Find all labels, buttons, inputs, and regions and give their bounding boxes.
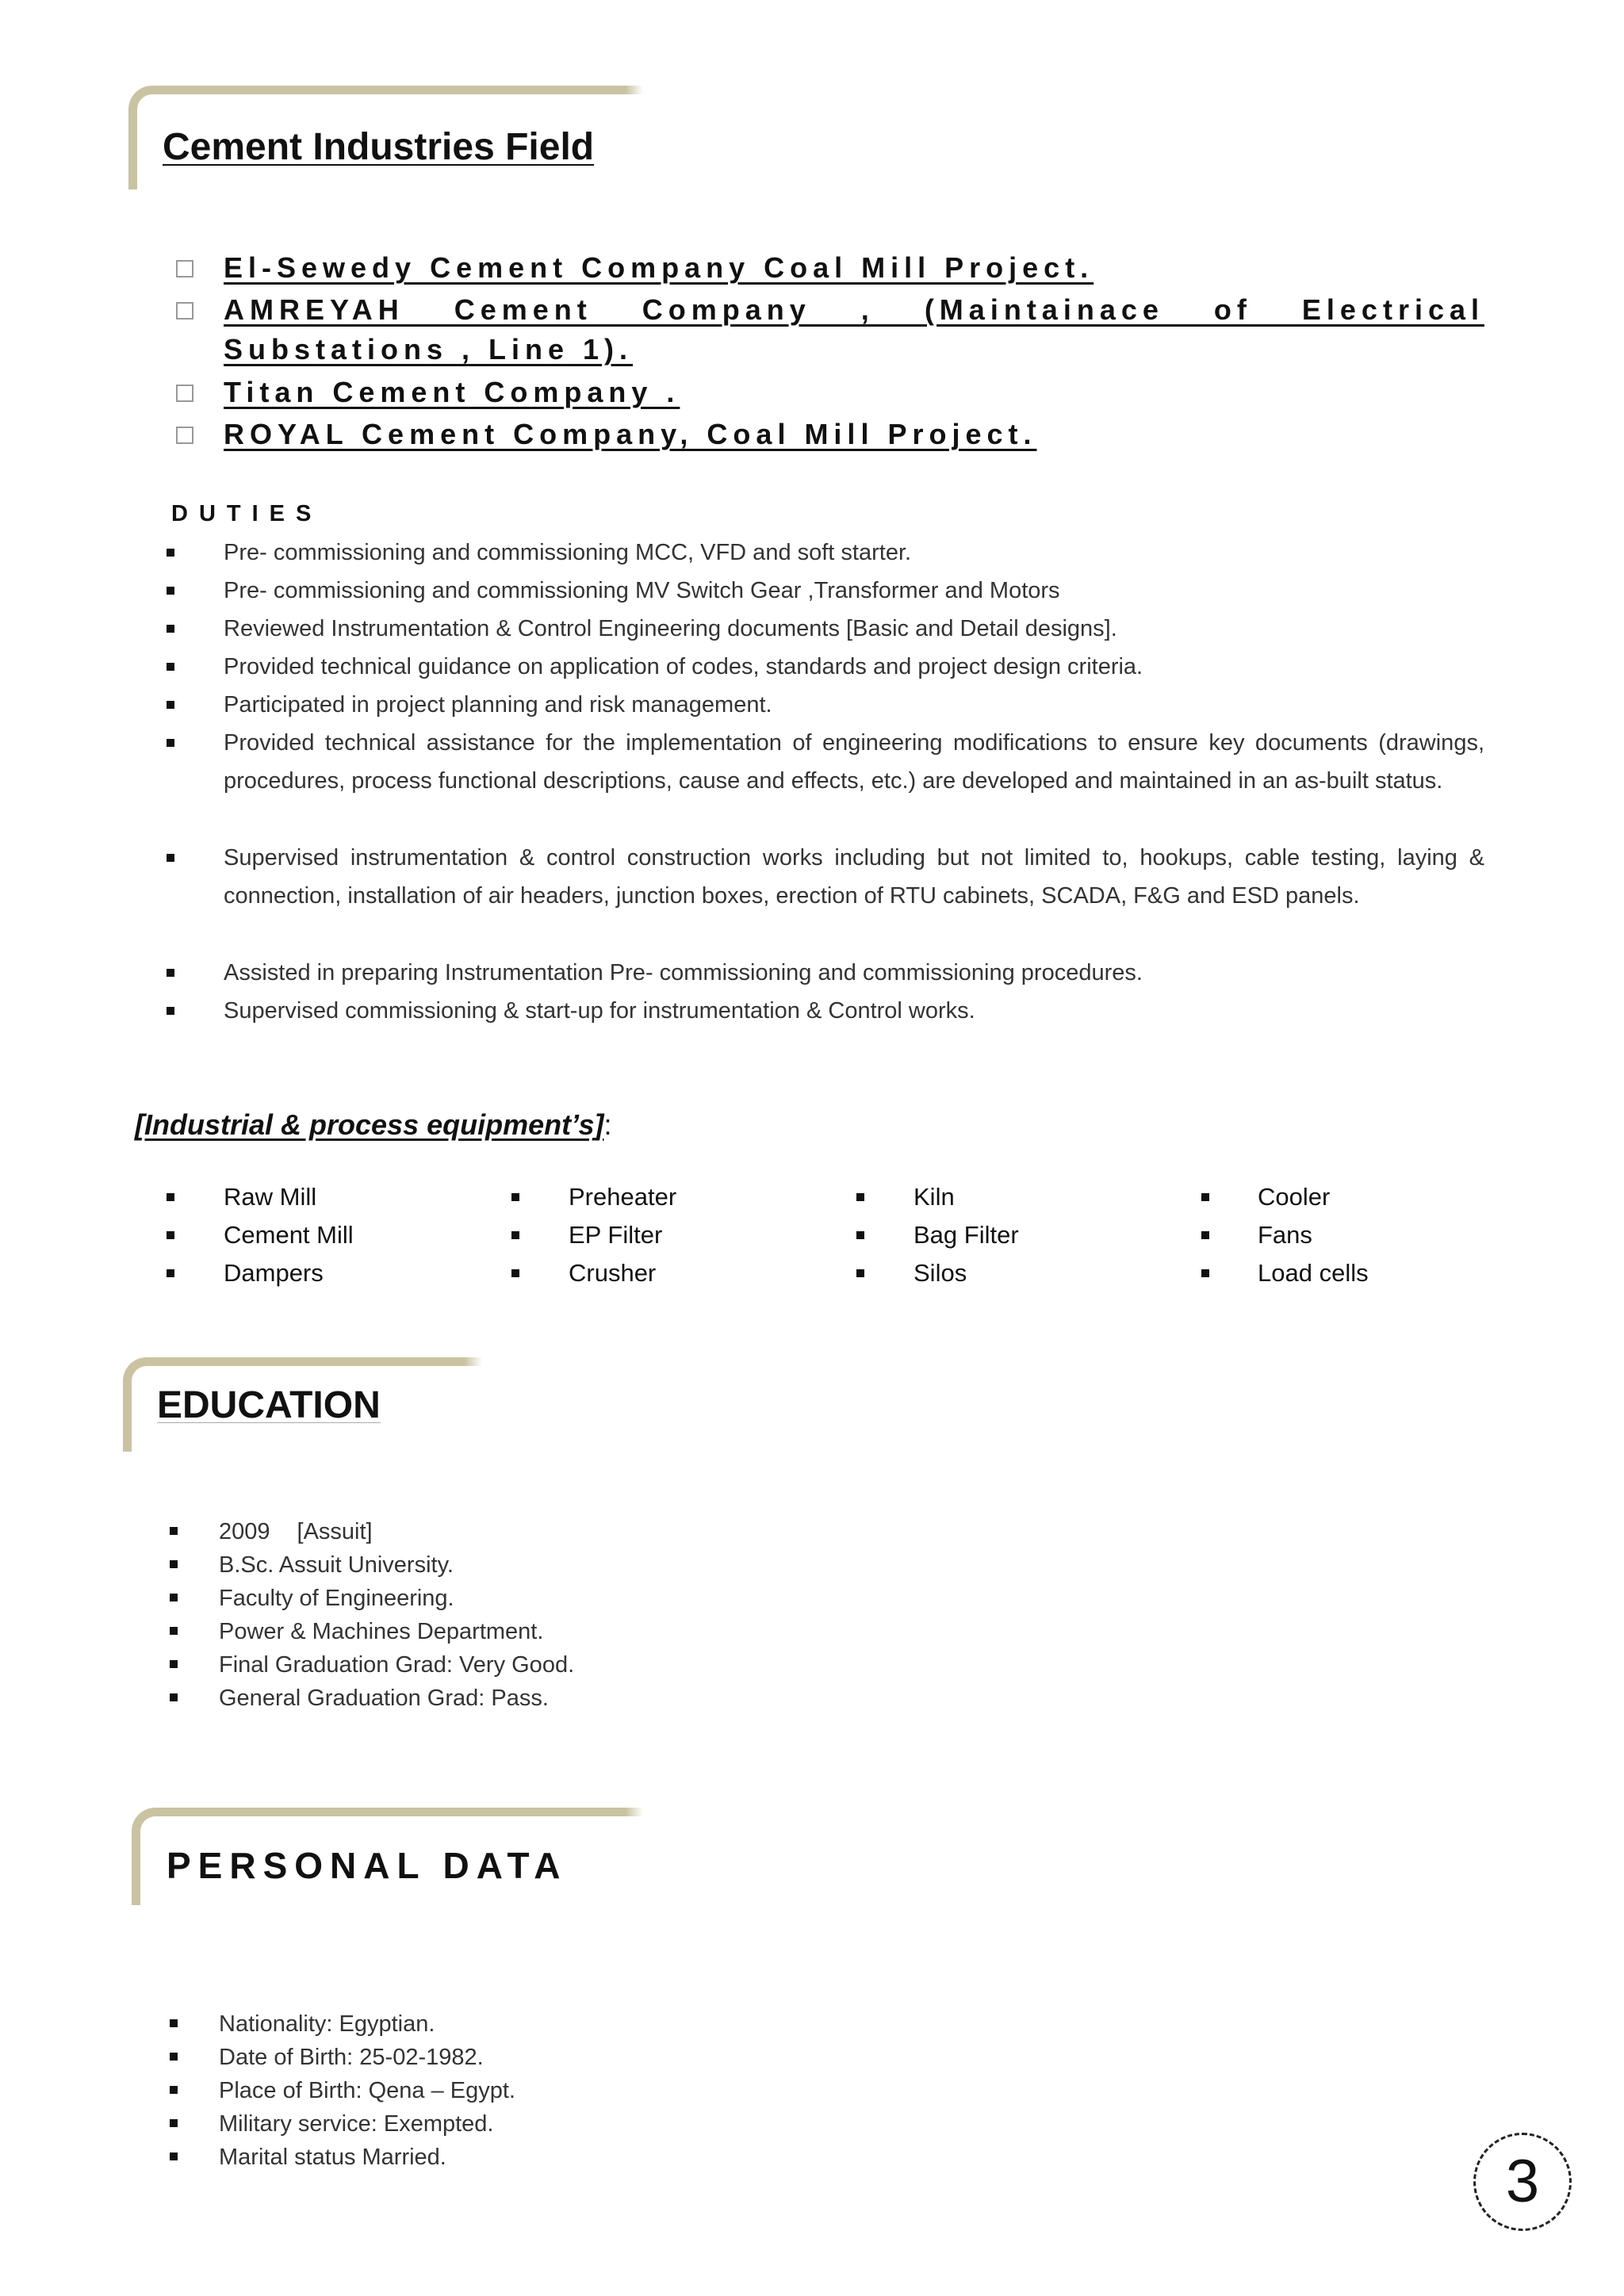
bullet-icon bbox=[167, 1231, 174, 1239]
bullet-icon bbox=[167, 739, 174, 747]
bullet-icon bbox=[170, 1627, 178, 1635]
bullet-icon bbox=[170, 2152, 178, 2160]
duty-item: Provided technical guidance on application of codes, standards and project design criteria. bbox=[224, 654, 1143, 679]
education-item: Faculty of Engineering. bbox=[219, 1586, 454, 1611]
education-section-title: EDUCATION bbox=[157, 1384, 381, 1426]
duties-heading: DUTIES bbox=[171, 501, 323, 526]
bullet-icon bbox=[170, 2086, 178, 2094]
equipment-item: Fans bbox=[1258, 1221, 1312, 1249]
duty-item: Supervised commissioning & start-up for instrumentation & Control works. bbox=[224, 998, 975, 1024]
bullet-icon bbox=[170, 2053, 178, 2061]
bullet-icon bbox=[170, 1693, 178, 1701]
equipment-item: Cement Mill bbox=[224, 1221, 354, 1249]
project-item: Titan Cement Company . bbox=[224, 376, 680, 408]
bullet-icon bbox=[170, 1527, 178, 1535]
checkbox-icon bbox=[176, 302, 193, 320]
equipment-item: Load cells bbox=[1258, 1259, 1369, 1287]
equipment-item: Preheater bbox=[569, 1183, 677, 1211]
education-year-line bbox=[219, 1515, 373, 1548]
bullet-icon bbox=[1201, 1231, 1209, 1239]
education-location: [Assuit] bbox=[297, 1519, 373, 1544]
duty-item: Provided technical assistance for the implementation of engineering modifications to ensure key documents (drawings, procedures, process functional descriptions, cause and effects, etc.) are developed and maintained in an as-built status. bbox=[224, 730, 1484, 794]
duty-item: Pre- commissioning and commissioning MCC, VFD and soft starter. bbox=[224, 540, 912, 565]
bullet-icon bbox=[167, 663, 174, 671]
duty-item: Supervised instrumentation & control construction works including but not limited to, hookups, cable testing, laying & connection, installation of air headers, junction boxes, erection of RTU cabinets, SCADA, F&G and ESD panels. bbox=[224, 845, 1484, 909]
bullet-icon bbox=[167, 854, 174, 862]
equipment-item: Raw Mill bbox=[224, 1183, 317, 1211]
personal-item: Marital status Married. bbox=[219, 2145, 446, 2170]
equipment-heading-colon: : bbox=[603, 1108, 612, 1141]
personal-item: Place of Birth: Qena – Egypt. bbox=[219, 2078, 515, 2103]
education-item: Power & Machines Department. bbox=[219, 1619, 544, 1644]
education-item: General Graduation Grad: Pass. bbox=[219, 1686, 549, 1711]
equipment-heading-wrap bbox=[135, 1108, 611, 1142]
project-item: El-Sewedy Cement Company Coal Mill Project. bbox=[224, 251, 1094, 284]
duty-item: Pre- commissioning and commissioning MV Switch Gear ,Transformer and Motors bbox=[224, 578, 1060, 603]
project-item: AMREYAH Cement Company , (Maintainace of Electrical bbox=[224, 293, 1484, 326]
bullet-icon bbox=[1201, 1193, 1209, 1201]
checkbox-icon bbox=[176, 260, 193, 277]
bullet-icon bbox=[1201, 1269, 1209, 1277]
bullet-icon bbox=[167, 701, 174, 709]
bullet-icon bbox=[511, 1269, 519, 1277]
bullet-icon bbox=[170, 1660, 178, 1668]
bullet-icon bbox=[170, 1560, 178, 1568]
project-item: ROYAL Cement Company, Coal Mill Project. bbox=[224, 418, 1037, 450]
education-item: B.Sc. Assuit University. bbox=[219, 1552, 454, 1578]
bullet-icon bbox=[167, 549, 174, 557]
bullet-icon bbox=[170, 2119, 178, 2127]
equipment-item: Bag Filter bbox=[914, 1221, 1019, 1249]
duty-item: Reviewed Instrumentation & Control Engineering documents [Basic and Detail designs]. bbox=[224, 616, 1117, 641]
project-item-continued: Substations , Line 1). bbox=[224, 333, 634, 365]
personal-section-title: PERSONAL DATA bbox=[167, 1845, 568, 1886]
bullet-icon bbox=[167, 587, 174, 595]
cement-section-title: Cement Industries Field bbox=[163, 126, 595, 168]
checkbox-icon bbox=[176, 427, 193, 444]
checkbox-icon bbox=[176, 385, 193, 402]
personal-item: Date of Birth: 25-02-1982. bbox=[219, 2045, 484, 2070]
personal-item: Nationality: Egyptian. bbox=[219, 2011, 435, 2037]
page-number: 3 bbox=[1473, 2133, 1572, 2231]
bullet-icon bbox=[170, 2019, 178, 2027]
equipment-item: Dampers bbox=[224, 1259, 324, 1287]
equipment-heading: [Industrial & process equipment’s] bbox=[135, 1108, 604, 1141]
personal-item: Military service: Exempted. bbox=[219, 2111, 494, 2137]
bullet-icon bbox=[167, 625, 174, 633]
bullet-icon bbox=[167, 1193, 174, 1201]
equipment-item: Silos bbox=[914, 1259, 967, 1287]
bullet-icon bbox=[856, 1193, 864, 1201]
education-year: 2009 bbox=[219, 1519, 270, 1544]
duty-item: Assisted in preparing Instrumentation Pre- commissioning and commissioning procedures. bbox=[224, 960, 1143, 985]
bullet-icon bbox=[170, 1594, 178, 1601]
bullet-icon bbox=[167, 969, 174, 977]
equipment-item: Kiln bbox=[914, 1183, 955, 1211]
education-item: Final Graduation Grad: Very Good. bbox=[219, 1652, 575, 1678]
equipment-item: Cooler bbox=[1258, 1183, 1331, 1211]
bullet-icon bbox=[167, 1007, 174, 1015]
bullet-icon bbox=[856, 1231, 864, 1239]
bullet-icon bbox=[167, 1269, 174, 1277]
equipment-item: EP Filter bbox=[569, 1221, 663, 1249]
equipment-item: Crusher bbox=[569, 1259, 657, 1287]
bullet-icon bbox=[856, 1269, 864, 1277]
duty-item: Participated in project planning and risk management. bbox=[224, 692, 772, 718]
bullet-icon bbox=[511, 1193, 519, 1201]
bullet-icon bbox=[511, 1231, 519, 1239]
